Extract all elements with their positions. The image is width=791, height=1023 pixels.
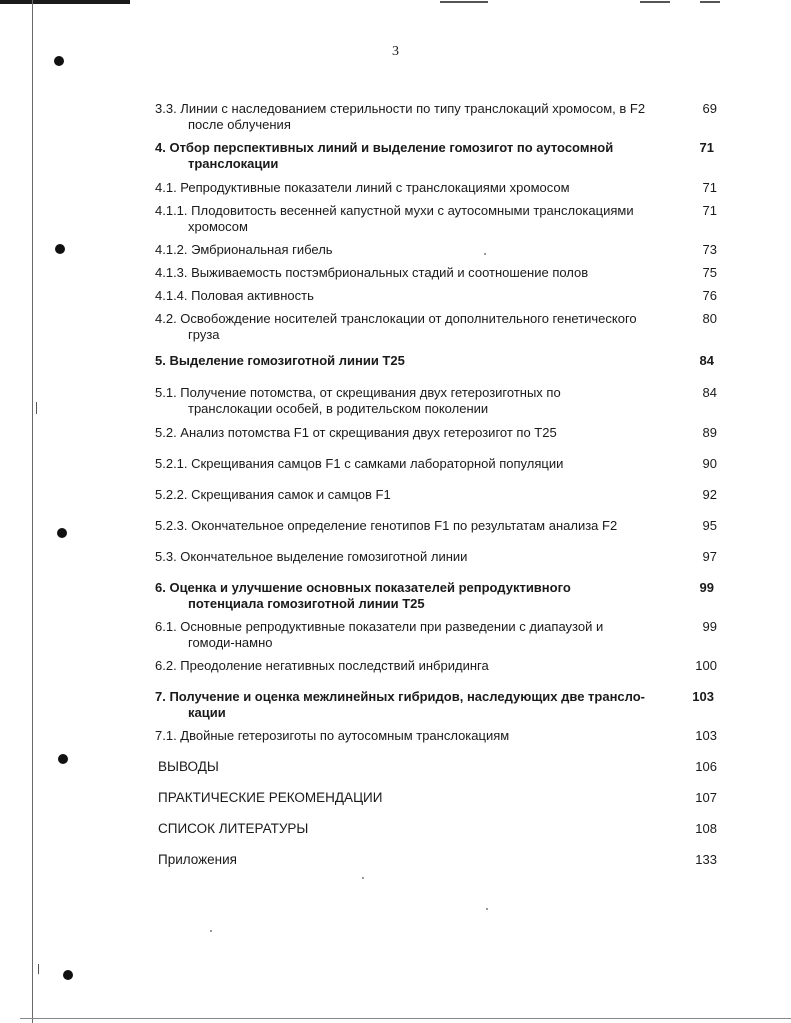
toc-chapter bbox=[155, 689, 717, 721]
toc-title: Приложения bbox=[158, 852, 237, 867]
toc-title: 4.1.2. Эмбриональная гибель bbox=[155, 242, 333, 257]
toc-chapter bbox=[155, 580, 717, 612]
scan-mark bbox=[38, 964, 39, 974]
toc-title: 3.3. Линии с наследованием стерильности по типу транслокаций хромосом, в F2 после облучения bbox=[155, 101, 646, 132]
toc-page: 71 bbox=[702, 203, 717, 218]
toc-page: 103 bbox=[692, 689, 714, 704]
toc-title: 4. Отбор перспективных линий и выделение гомозигот по аутосомной транслокации bbox=[155, 140, 614, 171]
toc-title: 5.2.1. Скрещивания самцов F1 с самками лабораторной популяции bbox=[155, 456, 564, 471]
scan-edge-left bbox=[32, 0, 33, 1023]
toc-page: 73 bbox=[702, 242, 717, 257]
scan-edge-bottom bbox=[20, 1018, 791, 1019]
toc-page: 75 bbox=[702, 265, 717, 280]
toc-page: 133 bbox=[695, 852, 717, 867]
toc-entry bbox=[155, 487, 717, 503]
toc-title: 4.1.3. Выживаемость постэмбриональных стадий и соотношение полов bbox=[155, 265, 589, 280]
toc-entry bbox=[155, 456, 717, 472]
toc-entry bbox=[155, 242, 717, 258]
punch-hole bbox=[58, 754, 68, 764]
toc-title: 7. Получение и оценка межлинейных гибридов, наследующих две трансло-кации bbox=[155, 689, 646, 720]
toc-title: 6. Оценка и улучшение основных показателей репродуктивного потенциала гомозиготной линии Т25 bbox=[155, 580, 571, 611]
page-number: 3 bbox=[392, 44, 399, 59]
punch-hole bbox=[57, 528, 67, 538]
toc-page: 99 bbox=[699, 580, 714, 595]
toc-page: 76 bbox=[702, 288, 717, 303]
toc-chapter bbox=[155, 353, 717, 369]
toc-page: 107 bbox=[695, 790, 717, 805]
toc-page: 106 bbox=[695, 759, 717, 774]
toc-entry bbox=[155, 728, 717, 744]
toc-entry bbox=[155, 101, 717, 133]
toc-page: 71 bbox=[699, 140, 714, 155]
scan-edge-top bbox=[0, 0, 130, 4]
toc-page: 89 bbox=[702, 425, 717, 440]
toc-entry bbox=[155, 180, 717, 196]
toc-entry bbox=[155, 425, 717, 441]
toc-page: 69 bbox=[702, 101, 717, 116]
toc-title: 7.1. Двойные гетерозиготы по аутосомным транслокациям bbox=[155, 728, 510, 743]
toc-page: 108 bbox=[695, 821, 717, 836]
toc-title: 6.1. Основные репродуктивные показатели при разведении с диапаузой и гомоди-намно bbox=[155, 619, 604, 650]
toc-section bbox=[155, 852, 717, 868]
toc-entry bbox=[155, 288, 717, 304]
toc-title: 5. Выделение гомозиготной линии Т25 bbox=[155, 353, 405, 368]
toc-entry bbox=[155, 549, 717, 565]
toc-entry bbox=[155, 203, 717, 235]
toc-title: 4.1.4. Половая активность bbox=[155, 288, 314, 303]
punch-hole bbox=[63, 970, 73, 980]
scan-dash bbox=[440, 1, 488, 3]
toc-title: 5.2. Анализ потомства F1 от скрещивания двух гетерозигот по Т25 bbox=[155, 425, 557, 440]
toc-title: 5.3. Окончательное выделение гомозиготной линии bbox=[155, 549, 468, 564]
scan-speck bbox=[210, 930, 212, 932]
toc-page: 97 bbox=[702, 549, 717, 564]
toc-page: 103 bbox=[695, 728, 717, 743]
scan-speck bbox=[486, 908, 488, 910]
toc-page: 84 bbox=[702, 385, 717, 400]
toc-page: 84 bbox=[699, 353, 714, 368]
toc-title: 4.1. Репродуктивные показатели линий с транслокациями хромосом bbox=[155, 180, 570, 195]
toc-page: 90 bbox=[702, 456, 717, 471]
toc-title: 5.2.3. Окончательное определение генотипов F1 по результатам анализа F2 bbox=[155, 518, 618, 533]
scan-dash bbox=[640, 1, 670, 3]
toc-section bbox=[155, 759, 717, 775]
toc-chapter bbox=[155, 140, 717, 172]
toc-title: 5.2.2. Скрещивания самок и самцов F1 bbox=[155, 487, 391, 502]
toc-page: 99 bbox=[702, 619, 717, 634]
toc-title: СПИСОК ЛИТЕРАТУРЫ bbox=[158, 821, 309, 836]
toc-entry bbox=[155, 311, 717, 343]
toc-page: 80 bbox=[702, 311, 717, 326]
scan-speck bbox=[362, 877, 364, 879]
toc-entry bbox=[155, 518, 717, 534]
toc-title: 5.1. Получение потомства, от скрещивания двух гетерозиготных по транслокации особей, в родительском поколении bbox=[155, 385, 561, 416]
punch-hole bbox=[55, 244, 65, 254]
toc-title: 6.2. Преодоление негативных последствий инбридинга bbox=[155, 658, 489, 673]
toc-section bbox=[155, 790, 717, 806]
toc-title: 4.2. Освобождение носителей транслокации от дополнительного генетического груза bbox=[155, 311, 637, 342]
toc-title: ПРАКТИЧЕСКИЕ РЕКОМЕНДАЦИИ bbox=[158, 790, 383, 805]
toc-page: 100 bbox=[695, 658, 717, 673]
toc-entry bbox=[155, 265, 717, 281]
toc-title: 4.1.1. Плодовитость весенней капустной мухи с аутосомными транслокациями хромосом bbox=[155, 203, 634, 234]
toc-section bbox=[155, 821, 717, 837]
toc-entry bbox=[155, 619, 717, 651]
toc-page: 95 bbox=[702, 518, 717, 533]
scan-mark bbox=[36, 402, 37, 414]
table-of-contents bbox=[155, 101, 717, 875]
scan-dash bbox=[700, 1, 720, 3]
toc-page: 71 bbox=[702, 180, 717, 195]
toc-title: ВЫВОДЫ bbox=[158, 759, 219, 774]
toc-page: 92 bbox=[702, 487, 717, 502]
toc-entry bbox=[155, 658, 717, 674]
toc-entry bbox=[155, 385, 717, 417]
